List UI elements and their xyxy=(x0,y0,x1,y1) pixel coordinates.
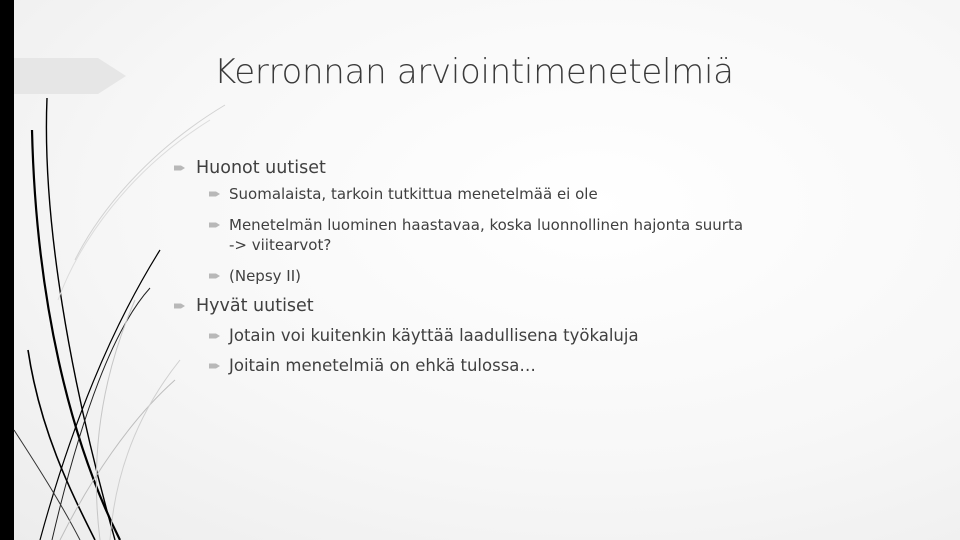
section-heading-good-news xyxy=(196,296,314,316)
list-item-text: Jotain voi kuitenkin käyttää laadullisena työkaluja xyxy=(229,326,639,345)
list-item-continuation xyxy=(229,236,331,254)
section-heading-bad-news xyxy=(196,158,326,178)
slide-title: Kerronnan arviointimenetelmiä xyxy=(214,52,734,92)
left-accent-bar xyxy=(0,0,14,540)
section-heading-text: Hyvät uutiset xyxy=(196,296,314,316)
list-item xyxy=(229,326,639,345)
section-heading-text: Huonot uutiset xyxy=(196,158,326,178)
list-item-text: Joitain menetelmiä on ehkä tulossa… xyxy=(229,356,536,375)
title-banner-arrow xyxy=(14,58,126,94)
list-item-text: (Nepsy II) xyxy=(229,267,301,285)
list-item-text: -> viitearvot? xyxy=(229,236,332,254)
pencil-arrow-icon xyxy=(209,273,220,280)
list-item xyxy=(229,356,536,375)
list-item-text: Suomalaista, tarkoin tutkittua menetelmää ei ole xyxy=(229,185,598,203)
list-item xyxy=(229,185,598,203)
pencil-arrow-icon xyxy=(174,165,185,172)
list-item xyxy=(229,267,301,285)
pencil-arrow-icon xyxy=(209,362,220,369)
list-item xyxy=(229,216,743,234)
pencil-arrow-icon xyxy=(174,303,185,310)
pencil-arrow-icon xyxy=(209,191,220,198)
pencil-arrow-icon xyxy=(209,332,220,339)
pencil-arrow-icon xyxy=(209,222,220,229)
list-item-text: Menetelmän luominen haastavaa, koska luonnollinen hajonta suurta xyxy=(229,216,744,234)
